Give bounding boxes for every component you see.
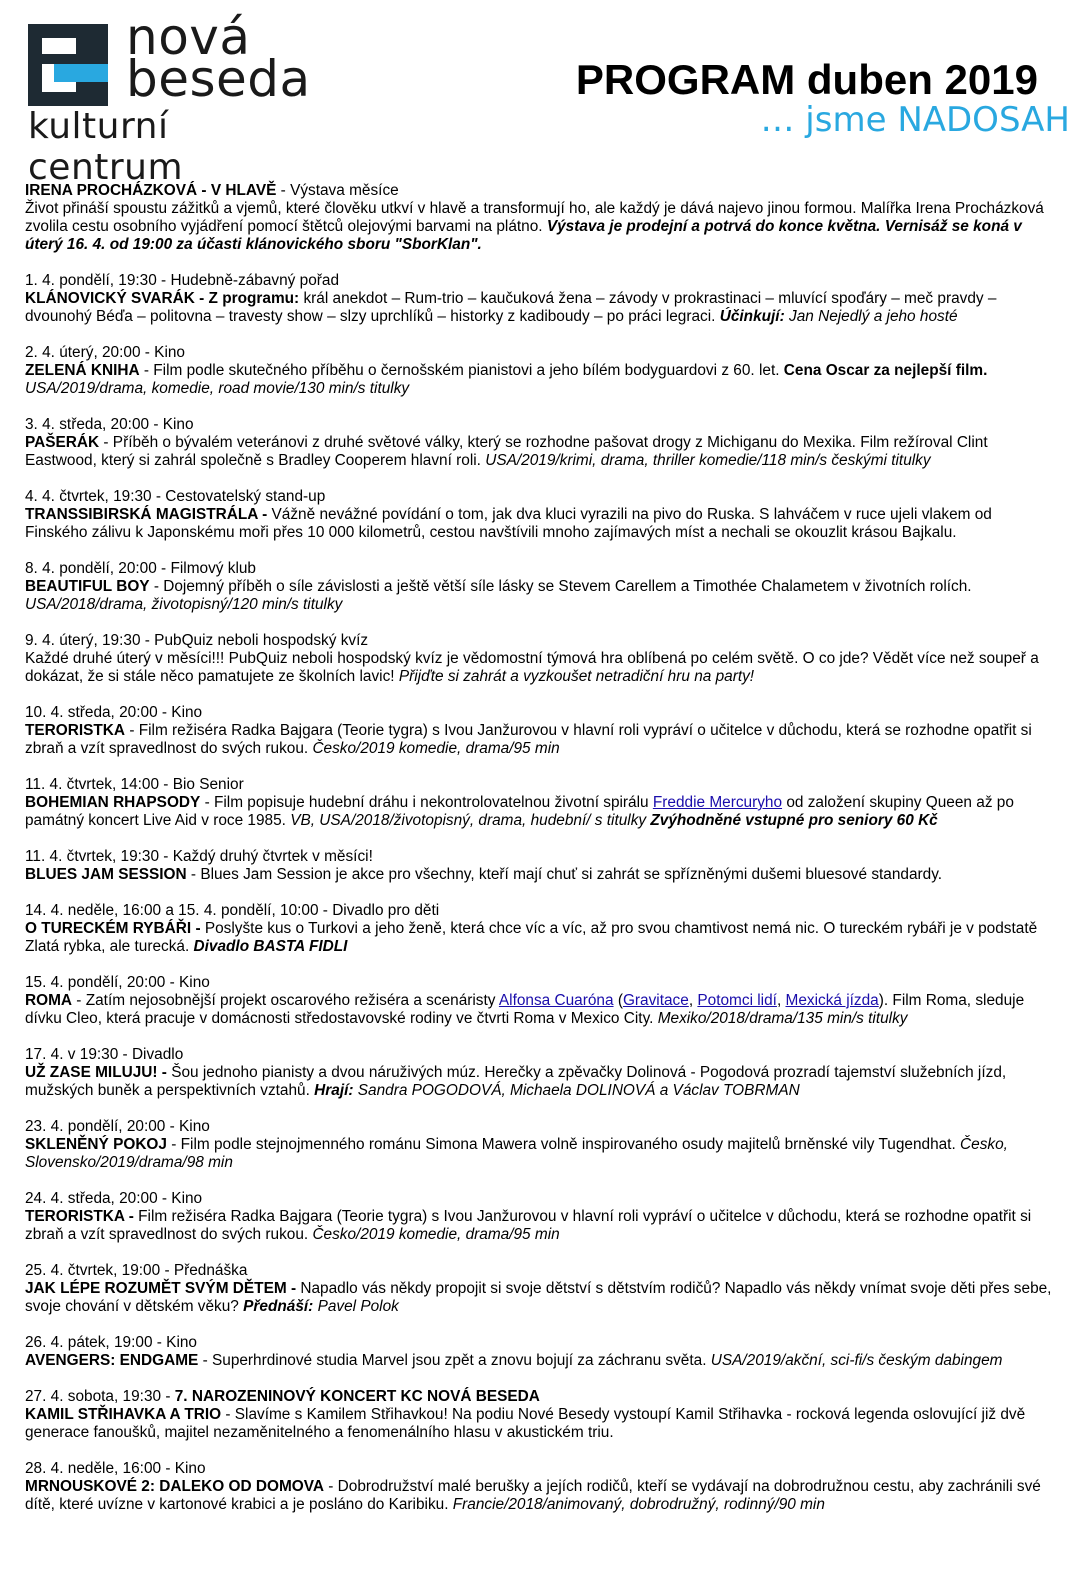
event-credits-label: Účinkují: bbox=[719, 308, 785, 325]
exhibition-text: Život přináší spoustu zážitků a vjemů, které člověku utkví v hlavě a transformují ho, ale každý je dává najevo jinou formou. Malířka Irena Procházková zvolila cestu osobního vyjádření pomocí štětců olejovými barvami na plátno. bbox=[25, 200, 1044, 235]
event-item bbox=[25, 1046, 1055, 1100]
event-date: 24. 4. středa, 20:00 - Kino bbox=[25, 1190, 203, 1207]
event-info: Francie/2018/animovaný, dobrodružný, rodinný/90 min bbox=[452, 1496, 825, 1513]
event-title: TERORISTKA bbox=[25, 722, 126, 739]
logo-text-beseda: beseda bbox=[126, 50, 311, 108]
event-description: - Superhrdinové studia Marvel jsou zpět a znovu bojují za záchranu světa. bbox=[198, 1352, 711, 1369]
event-item bbox=[25, 560, 1055, 614]
event-info: USA/2019/drama, komedie, road movie/130 min/s titulky bbox=[25, 380, 410, 397]
event-description: - Dobrodružství malé berušky a jejích rodičů, kteří se vydávají na dobrodružnou cestu, aby zachránili své dítě, které uvízne v kartonové krabici a je posláno do Karibiku. bbox=[25, 1478, 1041, 1513]
event-credits: Pavel Polok bbox=[313, 1298, 399, 1315]
event-date: 1. 4. pondělí, 19:30 - Hudebně-zábavný pořad bbox=[25, 272, 340, 289]
event-item bbox=[25, 1262, 1055, 1316]
logo-text-nova: nová bbox=[126, 8, 251, 66]
event-link[interactable]: Mexická jízda bbox=[785, 992, 879, 1009]
event-date: 11. 4. čtvrtek, 19:30 - Každý druhý čtvrtek v měsíci! bbox=[25, 848, 373, 865]
event-title: TRANSSIBIRSKÁ MAGISTRÁLA - bbox=[25, 506, 268, 523]
event-description: Napadlo vás někdy propojit si svoje dětství s dětstvím rodičů? Napadlo vás někdy vnímat svoje děti přes sebe, svoje chování v dětském věku? bbox=[25, 1280, 1052, 1315]
event-title: PAŠERÁK bbox=[25, 434, 100, 451]
event-title: AVENGERS: ENDGAME bbox=[25, 1352, 199, 1369]
event-description: ( bbox=[613, 992, 623, 1009]
event-title: TERORISTKA - bbox=[25, 1208, 134, 1225]
event-description: - Film podle skutečného příběhu o černošském pianistovi a jeho bílém bodyguardovi z 60. let. bbox=[139, 362, 784, 379]
event-title: O TURECKÉM RYBÁŘI - bbox=[25, 920, 201, 937]
event-item bbox=[25, 704, 1055, 758]
event-description: - Film režiséra Radka Bajgara (Teorie tygra) s Ivou Janžurovou v hlavní roli vypráví o učitelce v důchodu, která se rozhodne opatřit si zbraň a vzít spravedlnost do svých rukou. bbox=[25, 722, 1032, 757]
event-description: Každé druhé úterý v měsíci!!! PubQuiz neboli hospodský kvíz je vědomostní týmová hra oblíbená po celém světě. O co jde? Vědět více než soupeř a dokázat, že si stále něco pamatujete ze školních lavic! bbox=[25, 650, 1039, 685]
event-credits-label: Přednáší: bbox=[243, 1298, 314, 1315]
event-date: 11. 4. čtvrtek, 14:00 - Bio Senior bbox=[25, 776, 244, 793]
event-item bbox=[25, 416, 1055, 470]
event-title: BLUES JAM SESSION bbox=[25, 866, 187, 883]
event-credits: Sandra POGODOVÁ, Michaela DOLINOVÁ a Václav TOBRMAN bbox=[353, 1082, 800, 1099]
event-credits: Jan Nejedlý a jeho hosté bbox=[784, 308, 958, 325]
event-description: král anekdot – Rum-trio – kaučuková žena – závody v prokrastinaci – mluvící spoďáry – meč pravdy – dvounohý Béďa – politovna – travesty show – slzy uprchlíků – historky z kadiboudy – po práci legraci. bbox=[25, 290, 997, 325]
event-info: Česko/2019 komedie, drama/95 min bbox=[312, 740, 560, 757]
event-title: BEAUTIFUL BOY bbox=[25, 578, 150, 595]
event-item bbox=[25, 974, 1055, 1028]
event-item bbox=[25, 1460, 1055, 1514]
event-item bbox=[25, 1388, 1055, 1442]
event-date: 2. 4. úterý, 20:00 - Kino bbox=[25, 344, 185, 361]
exhibition-intro bbox=[25, 182, 1055, 254]
event-note: Divadlo BASTA FIDLI bbox=[193, 938, 348, 955]
event-title: MRNOUSKOVÉ 2: DALEKO OD DOMOVA bbox=[25, 1478, 324, 1495]
event-date: 14. 4. neděle, 16:00 a 15. 4. pondělí, 10:00 - Divadlo pro děti bbox=[25, 902, 440, 919]
event-description: ). Film Roma, sleduje dívku Cleo, která pracuje v domácnosti středostavovské rodiny ve čtvrti Roma v Mexico City. bbox=[25, 992, 1025, 1027]
event-description: , bbox=[688, 992, 698, 1009]
event-info: USA/2019/krimi, drama, thriller komedie/118 min/s českými titulky bbox=[485, 452, 931, 469]
event-description: - Blues Jam Session je akce pro všechny, kteří mají chuť si zahrát se spřízněnými dušemi bluesové standardy. bbox=[186, 866, 943, 883]
event-info: Mexiko/2018/drama/135 min/s titulky bbox=[657, 1010, 908, 1027]
event-award: Cena Oscar za nejlepší film. bbox=[783, 362, 988, 379]
event-date: 10. 4. středa, 20:00 - Kino bbox=[25, 704, 203, 721]
event-info: USA/2018/drama, životopisný/120 min/s titulky bbox=[25, 596, 343, 613]
logo bbox=[28, 8, 328, 188]
event-link[interactable]: Alfonsa Cuaróna bbox=[498, 992, 614, 1009]
event-title: ROMA bbox=[25, 992, 73, 1009]
event-item bbox=[25, 344, 1055, 398]
event-description: - Dojemný příběh o síle závislosti a ještě větší síle lásky se Stevem Carellem a Timothée Chalametem v životních rolích. bbox=[149, 578, 972, 595]
event-title: JAK LÉPE ROZUMĚT SVÝM DĚTEM - bbox=[25, 1280, 297, 1297]
event-info: USA/2019/akční, sci-fi/s českým dabingem bbox=[710, 1352, 1003, 1369]
event-description: Poslyšte kus o Turkovi a jeho ženě, která chce víc a víc, až pro svou chamtivost nemá nic. O tureckém rybáři je v podstatě Zlatá rybka, ale turecká. bbox=[25, 920, 1038, 955]
event-title: BOHEMIAN RHAPSODY bbox=[25, 794, 201, 811]
event-item bbox=[25, 902, 1055, 956]
event-date: 15. 4. pondělí, 20:00 - Kino bbox=[25, 974, 210, 991]
event-date: 23. 4. pondělí, 20:00 - Kino bbox=[25, 1118, 210, 1135]
event-info: VB, USA/2018/životopisný, drama, hudební/ s titulky bbox=[290, 812, 651, 829]
event-date: 3. 4. středa, 20:00 - Kino bbox=[25, 416, 194, 433]
event-item bbox=[25, 1334, 1055, 1370]
event-description: - Příběh o bývalém veteránovi z druhé světové války, který se rozhodne pašovat drogy z Michiganu do Mexika. Film režíroval Clint Eastwood, který si zahrál společně s Bradley Cooperem hlavní roli. bbox=[25, 434, 988, 469]
event-description: Šou jednoho pianisty a dvou náruživých múz. Herečky a zpěvačky Dolinová - Pogodová prozradí tajemství služebních jízd, mužských buněk a perspektivních vztahů. bbox=[25, 1064, 1007, 1099]
event-info: Česko, Slovensko/2019/drama/98 min bbox=[25, 1136, 1008, 1171]
event-title: KAMIL STŘIHAVKA A TRIO bbox=[25, 1406, 222, 1423]
event-date: 9. 4. úterý, 19:30 - PubQuiz neboli hospodský kvíz bbox=[25, 632, 369, 649]
event-description: - Slavíme s Kamilem Střihavkou! Na podiu Nové Besedy vystoupí Kamil Střihavka - rocková legenda oslovující již dvě generace fanoušků, majitel nezaměnitelného a fenomenálního hlasu v akustickém triu. bbox=[25, 1406, 1026, 1441]
event-date: 27. 4. sobota, 19:30 - bbox=[25, 1388, 175, 1405]
event-list bbox=[25, 272, 1055, 1514]
event-item bbox=[25, 272, 1055, 326]
nova-beseda-logo-icon bbox=[28, 24, 108, 106]
event-description: , bbox=[776, 992, 786, 1009]
event-description: Film režiséra Radka Bajgara (Teorie tygra) s Ivou Janžurovou v hlavní roli vypráví o učitelce v důchodu, která se rozhodne opatřit si zbraň a vzít spravedlnost do svých rukou. bbox=[25, 1208, 1032, 1243]
exhibition-note: Výstava je prodejní a potrvá do konce května. Vernisáž se koná v úterý 16. 4. od 19:00 za účasti klánovického sboru "SborKlan". bbox=[25, 218, 1022, 253]
page-title: PROGRAM duben 2019 bbox=[575, 56, 1038, 103]
event-description: - Film podle stejnojmenného románu Simona Mawera volně inspirovaného osudy majitelů brněnské vily Tugendhat. bbox=[166, 1136, 961, 1153]
event-date: 28. 4. neděle, 16:00 - Kino bbox=[25, 1460, 206, 1477]
event-date: 17. 4. v 19:30 - Divadlo bbox=[25, 1046, 184, 1063]
event-link[interactable]: Gravitace bbox=[622, 992, 689, 1009]
event-info: Přijďte si zahrát a vyzkoušet netradiční hru na party! bbox=[398, 668, 755, 685]
event-credits-label: Hrají: bbox=[314, 1082, 354, 1099]
event-date-highlight: 7. NAROZENINOVÝ KONCERT KC NOVÁ BESEDA bbox=[174, 1388, 540, 1405]
event-note: Zvýhodněné vstupné pro seniory 60 Kč bbox=[650, 812, 938, 829]
event-link[interactable]: Potomci lidí bbox=[697, 992, 777, 1009]
event-date: 25. 4. čtvrtek, 19:00 - Přednáška bbox=[25, 1262, 248, 1279]
event-date: 4. 4. čtvrtek, 19:30 - Cestovatelský stand-up bbox=[25, 488, 326, 505]
tagline: … jsme NADOSAH bbox=[760, 100, 1070, 140]
event-title: KLÁNOVICKÝ SVARÁK - Z programu: bbox=[25, 290, 300, 307]
logo-text-kulturni-centrum: kulturní centrum bbox=[28, 106, 184, 188]
event-description: - Film popisuje hudební dráhu i nekontrolovatelnou životní spirálu bbox=[200, 794, 653, 811]
event-date: 8. 4. pondělí, 20:00 - Filmový klub bbox=[25, 560, 256, 577]
event-description: Vážně nevážné povídání o tom, jak dva kluci vyrazili na pivo do Ruska. S lahváčem v ruce ujeli vlakem od Finského zálivu k Japonskému moři přes 10 000 kilometrů, cestou navštívili mnoho zajímavých míst a nechali se okouzlit krásou Bajkalu. bbox=[25, 506, 992, 541]
exhibition-title: IRENA PROCHÁZKOVÁ - V HLAVĚ bbox=[25, 182, 277, 199]
event-description: od založení skupiny Queen až po památný koncert Live Aid v roce 1985. bbox=[25, 794, 1014, 829]
event-title: UŽ ZASE MILUJU! - bbox=[25, 1064, 167, 1081]
event-description: - Zatím nejosobnější projekt oscarového režiséra a scenáristy bbox=[72, 992, 499, 1009]
event-title: SKLENĚNÝ POKOJ bbox=[25, 1136, 167, 1153]
event-item bbox=[25, 1118, 1055, 1172]
event-title: ZELENÁ KNIHA bbox=[25, 362, 140, 379]
event-date: 26. 4. pátek, 19:00 - Kino bbox=[25, 1334, 197, 1351]
exhibition-subtitle: - Výstava měsíce bbox=[276, 182, 399, 199]
event-item bbox=[25, 776, 1055, 830]
event-item bbox=[25, 488, 1055, 542]
event-link[interactable]: Freddie Mercuryho bbox=[652, 794, 783, 811]
event-item bbox=[25, 1190, 1055, 1244]
event-item bbox=[25, 632, 1055, 686]
event-item bbox=[25, 848, 1055, 884]
program-content bbox=[25, 182, 1055, 1514]
event-info: Česko/2019 komedie, drama/95 min bbox=[312, 1226, 560, 1243]
